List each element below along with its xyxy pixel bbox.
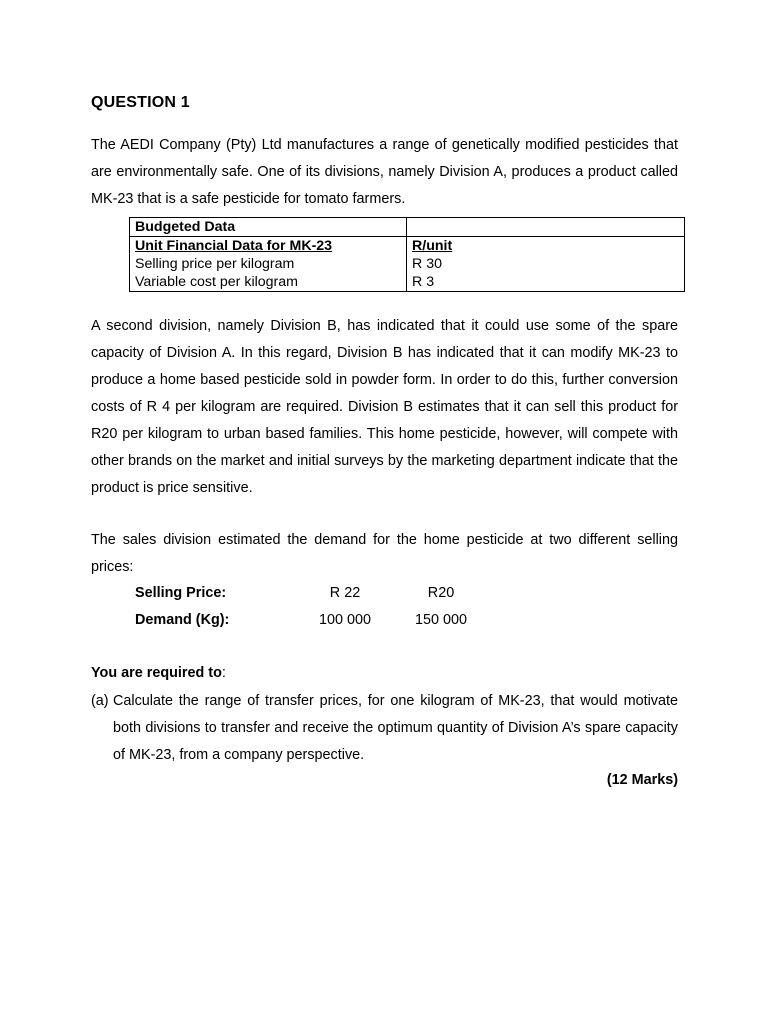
- requirement-item-a: [91, 688, 678, 769]
- row-value: R 30: [412, 256, 442, 272]
- budget-table: [129, 217, 685, 292]
- budget-table-header-row: [130, 218, 685, 237]
- row-label: Selling price per kilogram: [130, 255, 407, 273]
- budget-table-subheader-left: Unit Financial Data for MK-23: [130, 237, 407, 256]
- required-label: You are required to: [91, 665, 222, 681]
- intro-paragraph: The AEDI Company (Pty) Ltd manufactures a range of genetically modified pesticides that are environmentally safe. One of its divisions, namely Division A, produces a product called MK-23 that is a safe pesticide for tomato farmers.: [91, 137, 678, 207]
- item-tag: (a): [91, 693, 109, 709]
- selling-price-2: R20: [427, 585, 455, 601]
- row-value: R 3: [412, 274, 435, 290]
- row-label: Variable cost per kilogram: [130, 273, 407, 292]
- budget-table-subheader-row: [130, 237, 685, 256]
- sales-paragraph: The sales division estimated the demand for the home pesticide at two different selling prices:: [91, 532, 678, 575]
- budget-table-header: Budgeted Data: [130, 218, 407, 237]
- selling-price-1: R 22: [329, 585, 361, 601]
- budget-table-subheader-right: R/unit: [412, 238, 453, 254]
- table-row: [130, 255, 685, 273]
- demand-2: 150 000: [414, 612, 468, 628]
- selling-price-label: Selling Price:: [135, 585, 227, 601]
- demand-label: Demand (Kg):: [135, 612, 230, 628]
- division-b-paragraph: A second division, namely Division B, has indicated that it could use some of the spare capacity of Division A. In this regard, Division B has indicated that it can modify MK-23 to produce a home based pesticide sold in powder form. In order to do this, further conversion costs of R 4 per kilogram are required. Division B estimates that it can sell this product for R20 per kilogram to urban based families. This home pesticide, however, will compete with other brands on the market and initial surveys by the marketing department indicate that the product is price sensitive.: [91, 318, 678, 496]
- table-row: [130, 273, 685, 292]
- budget-table-header-right: [407, 218, 685, 237]
- required-colon: :: [221, 665, 226, 681]
- item-text: Calculate the range of transfer prices, for one kilogram of MK-23, that would motivate both divisions to transfer and receive the optimum quantity of Division A’s spare capacity of MK-23, from a company perspective.: [113, 693, 678, 763]
- demand-1: 100 000: [318, 612, 372, 628]
- required-heading: [91, 665, 226, 681]
- marks-label: (12 Marks): [606, 772, 678, 788]
- question-title: QUESTION 1: [91, 94, 190, 111]
